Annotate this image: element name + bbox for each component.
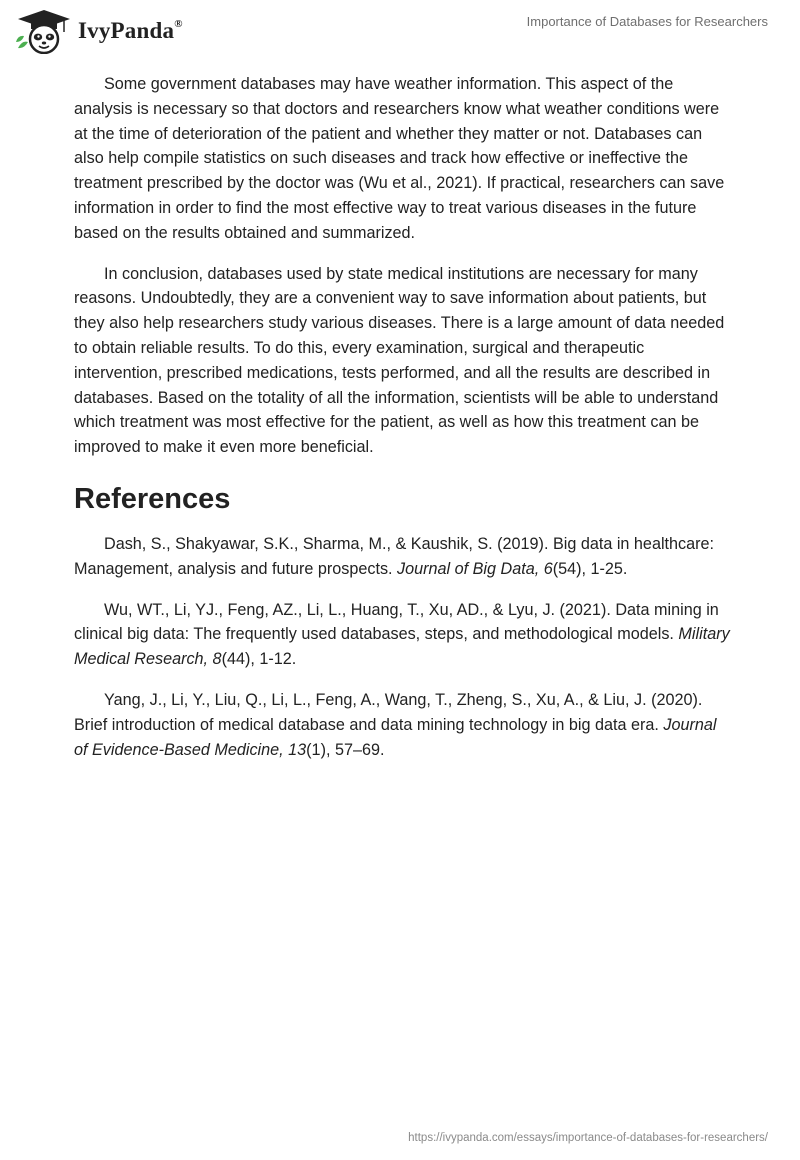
- reference-item: Yang, J., Li, Y., Liu, Q., Li, L., Feng, A., Wang, T., Zheng, S., Xu, A., & Liu, J. (2020). Brief introduction of medical database and data mining technology in big data era. Journal of Evidence-Based Medicine, 13(1), 57–69.: [74, 690, 717, 759]
- reference-item: Wu, WT., Li, YJ., Feng, AZ., Li, L., Huang, T., Xu, AD., & Lyu, J. (2021). Data mining in clinical big data: The frequently used databases, steps, and methodological models. Military Medical Research, 8(44), 1-12.: [74, 600, 730, 669]
- essay-content: [74, 72, 734, 778]
- reference-item: Dash, S., Shakyawar, S.K., Sharma, M., & Kaushik, S. (2019). Big data in healthcare: Management, analysis and future prospects. Journal of Big Data, 6(54), 1-25.: [74, 534, 715, 578]
- brand-logo[interactable]: [14, 8, 183, 54]
- body-paragraph: Some government databases may have weather information. This aspect of the analysis is necessary so that doctors and researchers know what weather conditions were at the time of deterioration of the patient and whether they matter or not. Databases can also help compile statistics on such diseases and track how effective or ineffective the treatment prescribed by the doctor was (Wu et al., 2021). If practical, researchers can save information in order to find the most effective way to treat various diseases in the future based on the results obtained and summarized.: [74, 75, 725, 242]
- body-paragraph: In conclusion, databases used by state medical institutions are necessary for many reasons. Undoubtedly, they are a convenient way to save information about patients, but they also help researchers study various diseases. There is a large amount of data needed to obtain reliable results. To do this, every examination, surgical and therapeutic intervention, prescribed medications, tests performed, and all the results are described in databases. Based on the totality of all the information, scientists will be able to understand which treatment was most effective for the patient, as well as how this treatment can be improved to make it even more beneficial.: [74, 264, 725, 457]
- registered-mark: ®: [174, 18, 183, 31]
- panda-graduate-logo-icon: [14, 8, 74, 54]
- references-heading: References: [74, 482, 231, 515]
- page-title: Importance of Databases for Researchers: [526, 14, 768, 29]
- brand-name: IvyPanda®: [78, 18, 183, 43]
- source-url-link[interactable]: https://ivypanda.com/essays/importance-of-databases-for-researchers/: [408, 1132, 768, 1144]
